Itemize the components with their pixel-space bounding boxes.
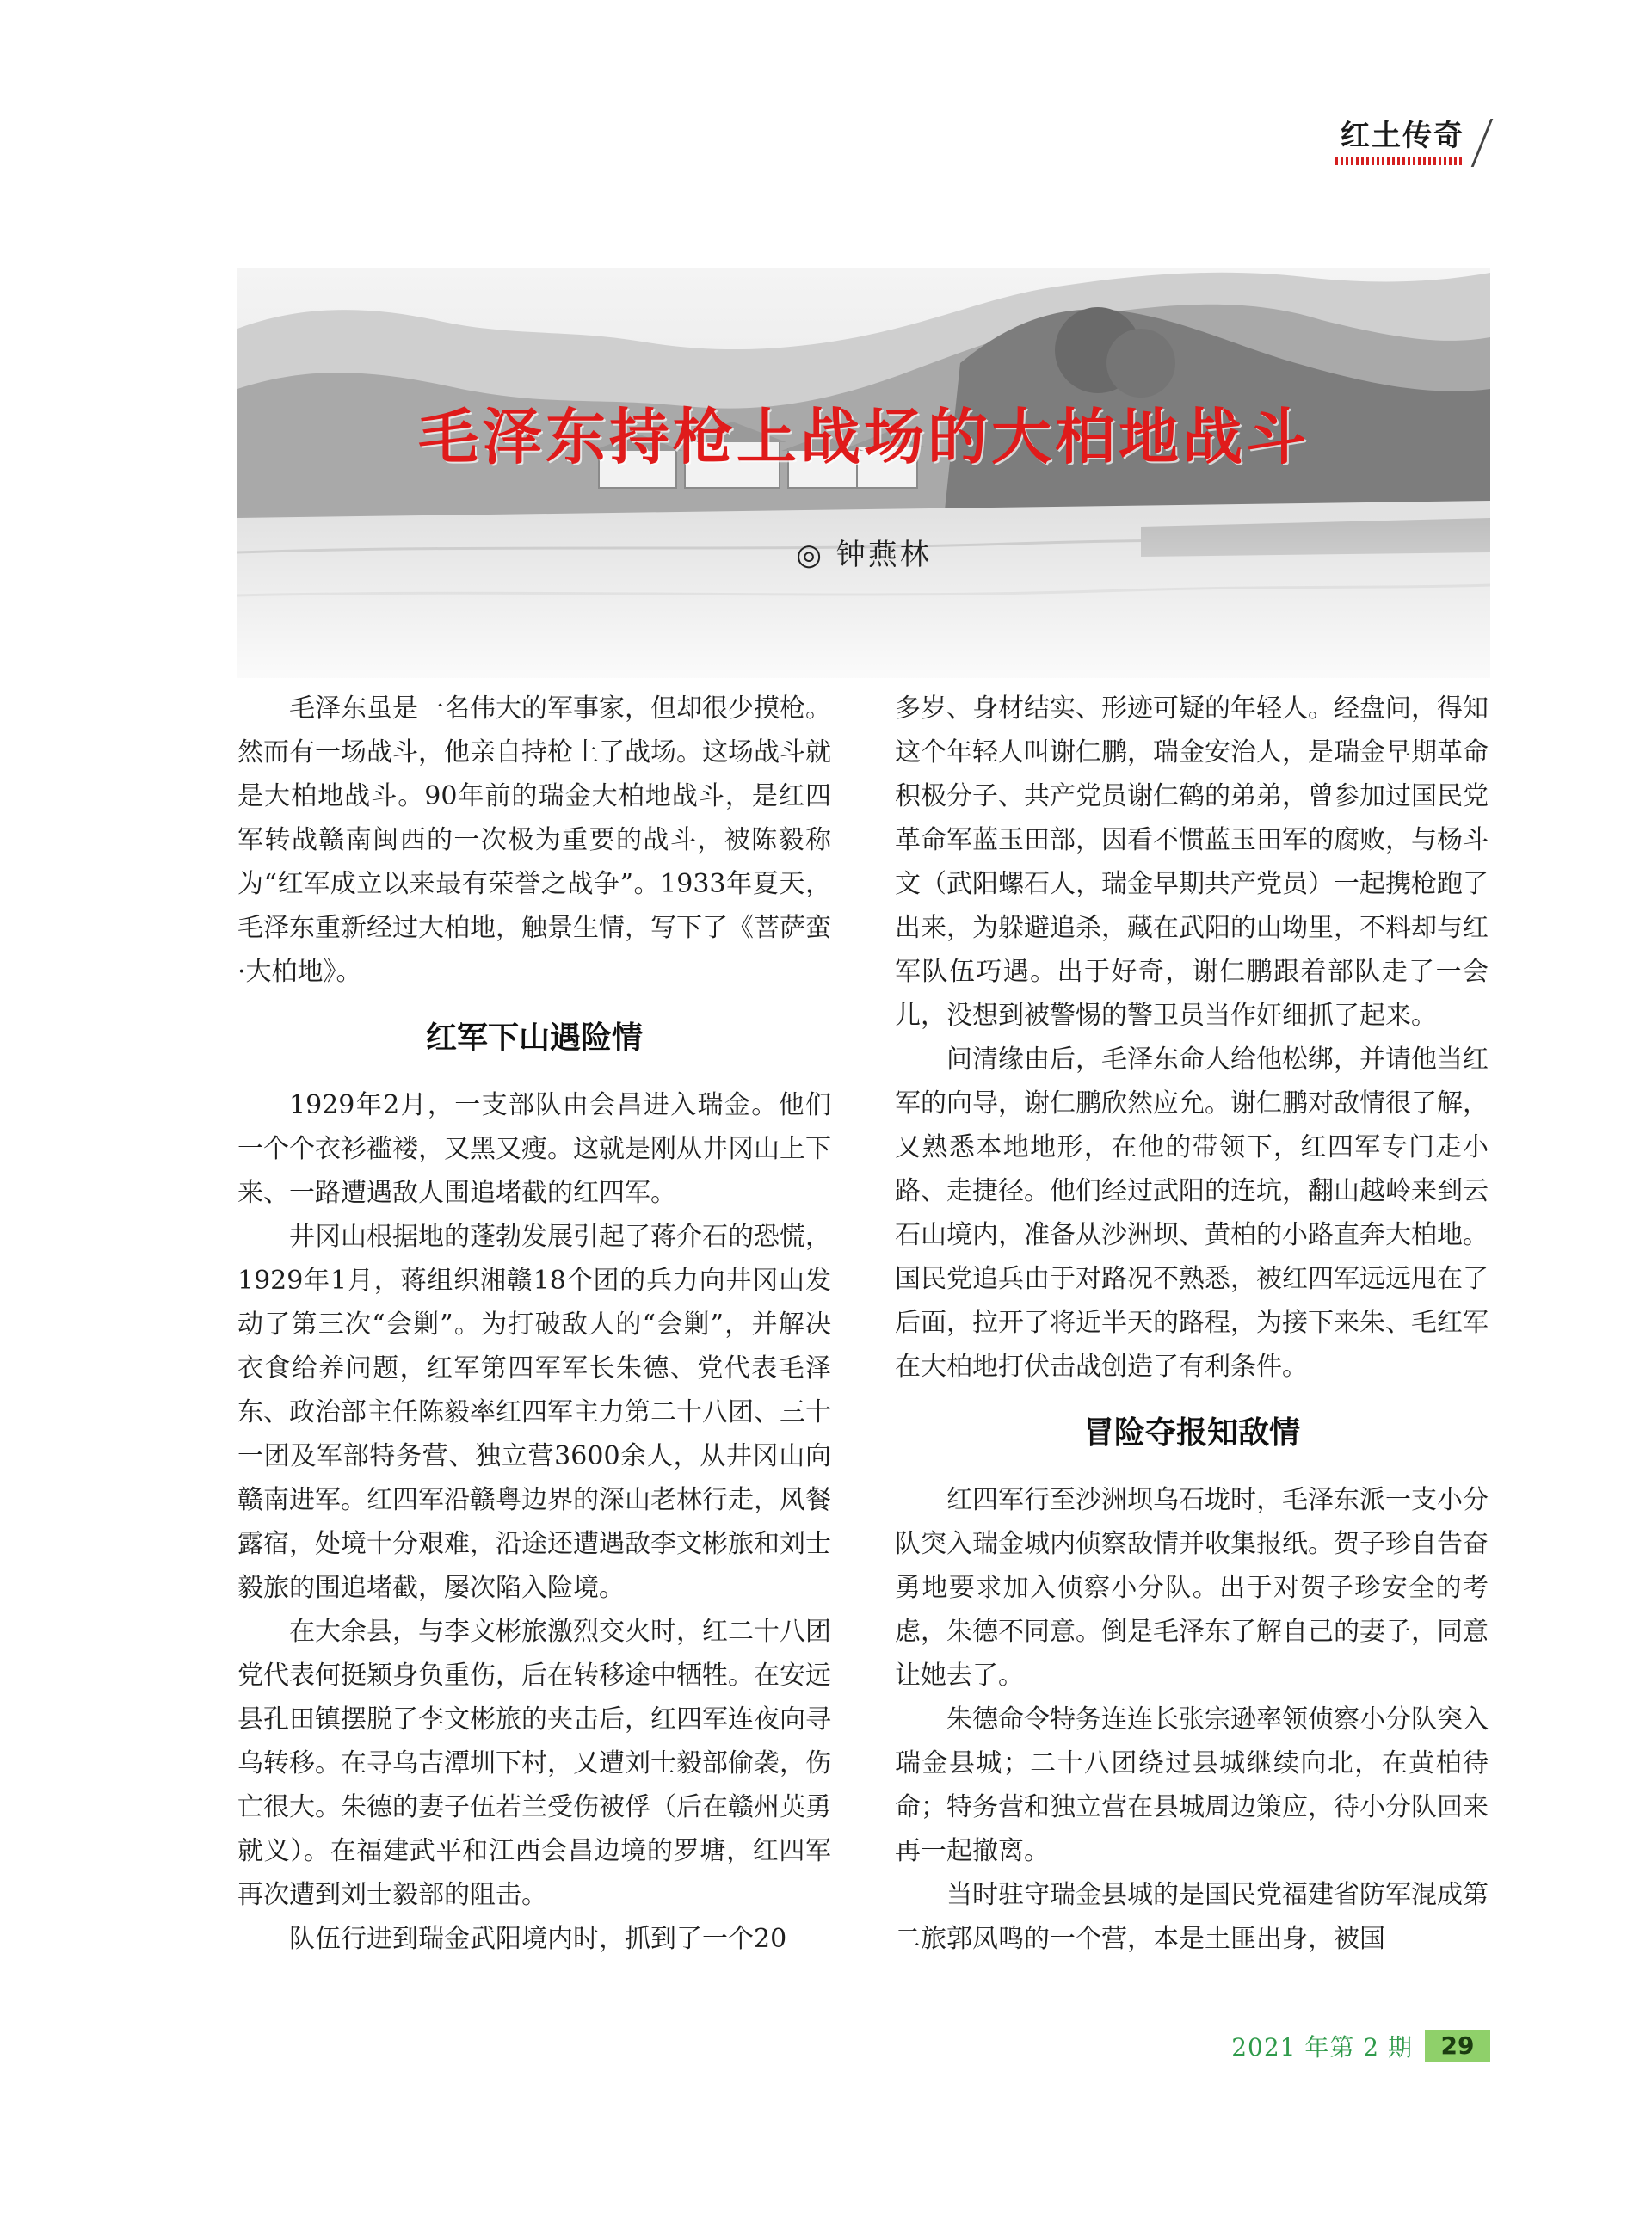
section-tag-decoration (1335, 157, 1464, 165)
page-footer (1231, 2029, 1490, 2063)
paragraph: 井冈山根据地的蓬勃发展引起了蒋介石的恐慌，1929年1月，蒋组织湘赣18个团的兵力向井冈山发动了第三次“会剿”。为打破敌人的“会剿”，并解决衣食给养问题，红军第四军军长朱德、党代表毛泽东、政治部主任陈毅率红四军主力第二十八团、三十一团及军部特务营、独立营3600余人，从井冈山向赣南进军。红四军沿赣粤边界的深山老林行走，风餐露宿，处境十分艰难，沿途还遭遇敌李文彬旅和刘士毅旅的围追堵截，屡次陷入险境。 (237, 1222, 831, 1603)
paragraph: 1929年2月，一支部队由会昌进入瑞金。他们一个个衣衫褴褛，又黑又瘦。这就是刚从井冈山上下来、一路遭遇敌人围追堵截的红四军。 (237, 1090, 831, 1208)
section-heading: 红军下山遇险情 (425, 1020, 643, 1056)
paragraph: 红四军行至沙洲坝乌石垅时，毛泽东派一支小分队突入瑞金城内侦察敌情并收集报纸。贺子珍自告奋勇地要求加入侦察小分队。出于对贺子珍安全的考虑，朱德不同意。倒是毛泽东了解自己的妻子，同意让她去了。 (895, 1485, 1489, 1691)
article-author: ◎ 钟燕林 (796, 538, 932, 572)
paragraph: 问清缘由后，毛泽东命人给他松绑，并请他当红军的向导，谢仁鹏欣然应允。谢仁鹏对敌情很了解，又熟悉本地地形，在他的带领下，红四军专门走小路、走捷径。他们经过武阳的连坑，翻山越岭来到云石山境内，准备从沙洲坝、黄柏的小路直奔大柏地。国民党追兵由于对路况不熟悉，被红四军远远甩在了后面，拉开了将近半天的路程，为接下来朱、毛红军在大柏地打伏击战创造了有利条件。 (895, 1045, 1489, 1382)
paragraph: 朱德命令特务连连长张宗逊率领侦察小分队突入瑞金县城；二十八团绕过县城继续向北，在黄柏待命；特务营和独立营在县城周边策应，待小分队回来再一起撤离。 (895, 1704, 1489, 1866)
title-banner (237, 268, 1490, 678)
paragraph: 在大余县，与李文彬旅激烈交火时，红二十八团党代表何挺颖身负重伤，后在转移途中牺牲。在安远县孔田镇摆脱了李文彬旅的夹击后，红四军连夜向寻乌转移。在寻乌吉潭圳下村，又遭刘士毅部偷袭，伤亡很大。朱德的妻子伍若兰受伤被俘（后在赣州英勇就义）。在福建武平和江西会昌边境的罗塘，红四军再次遭到刘士毅部的阻击。 (237, 1617, 831, 1910)
paragraph: 当时驻守瑞金县城的是国民党福建省防军混成第二旅郭凤鸣的一个营，本是土匪出身，被国 (895, 1880, 1489, 1954)
right-column (895, 687, 1489, 1961)
section-heading: 冒险夺报知敌情 (1082, 1415, 1300, 1451)
page-number: 29 (1425, 2030, 1490, 2062)
section-tag (1334, 112, 1489, 172)
paragraph: 队伍行进到瑞金武阳境内时，抓到了一个20 (289, 1924, 787, 1954)
section-tag-slash (1471, 119, 1494, 167)
issue-label: 2021 年第 2 期 (1231, 2033, 1413, 2062)
article-title: 毛泽东持枪上战场的大柏地战斗 (418, 402, 1310, 472)
paragraph-continued: 多岁、身材结实、形迹可疑的年轻人。经盘问，得知这个年轻人叫谢仁鹏，瑞金安治人，是瑞金早期革命积极分子、共产党员谢仁鹤的弟弟，曾参加过国民党革命军蓝玉田部，因看不惯蓝玉田军的腐败，与杨斗文（武阳螺石人，瑞金早期共产党员）一起携枪跑了出来，为躲避追杀，藏在武阳的山坳里，不料却与红军队伍巧遇。出于好奇，谢仁鹏跟着部队走了一会儿，没想到被警惕的警卫员当作奸细抓了起来。 (895, 693, 1489, 1031)
section-label: 红土传奇 (1341, 119, 1464, 153)
left-column (237, 687, 831, 1961)
paragraph: 毛泽东虽是一名伟大的军事家，但却很少摸枪。然而有一场战斗，他亲自持枪上了战场。这场战斗就是大柏地战斗。90年前的瑞金大柏地战斗，是红四军转战赣南闽西的一次极为重要的战斗，被陈毅称为“红军成立以来最有荣誉之战争”。1933年夏天，毛泽东重新经过大柏地，触景生情，写下了《菩萨蛮·大柏地》。 (237, 693, 831, 987)
